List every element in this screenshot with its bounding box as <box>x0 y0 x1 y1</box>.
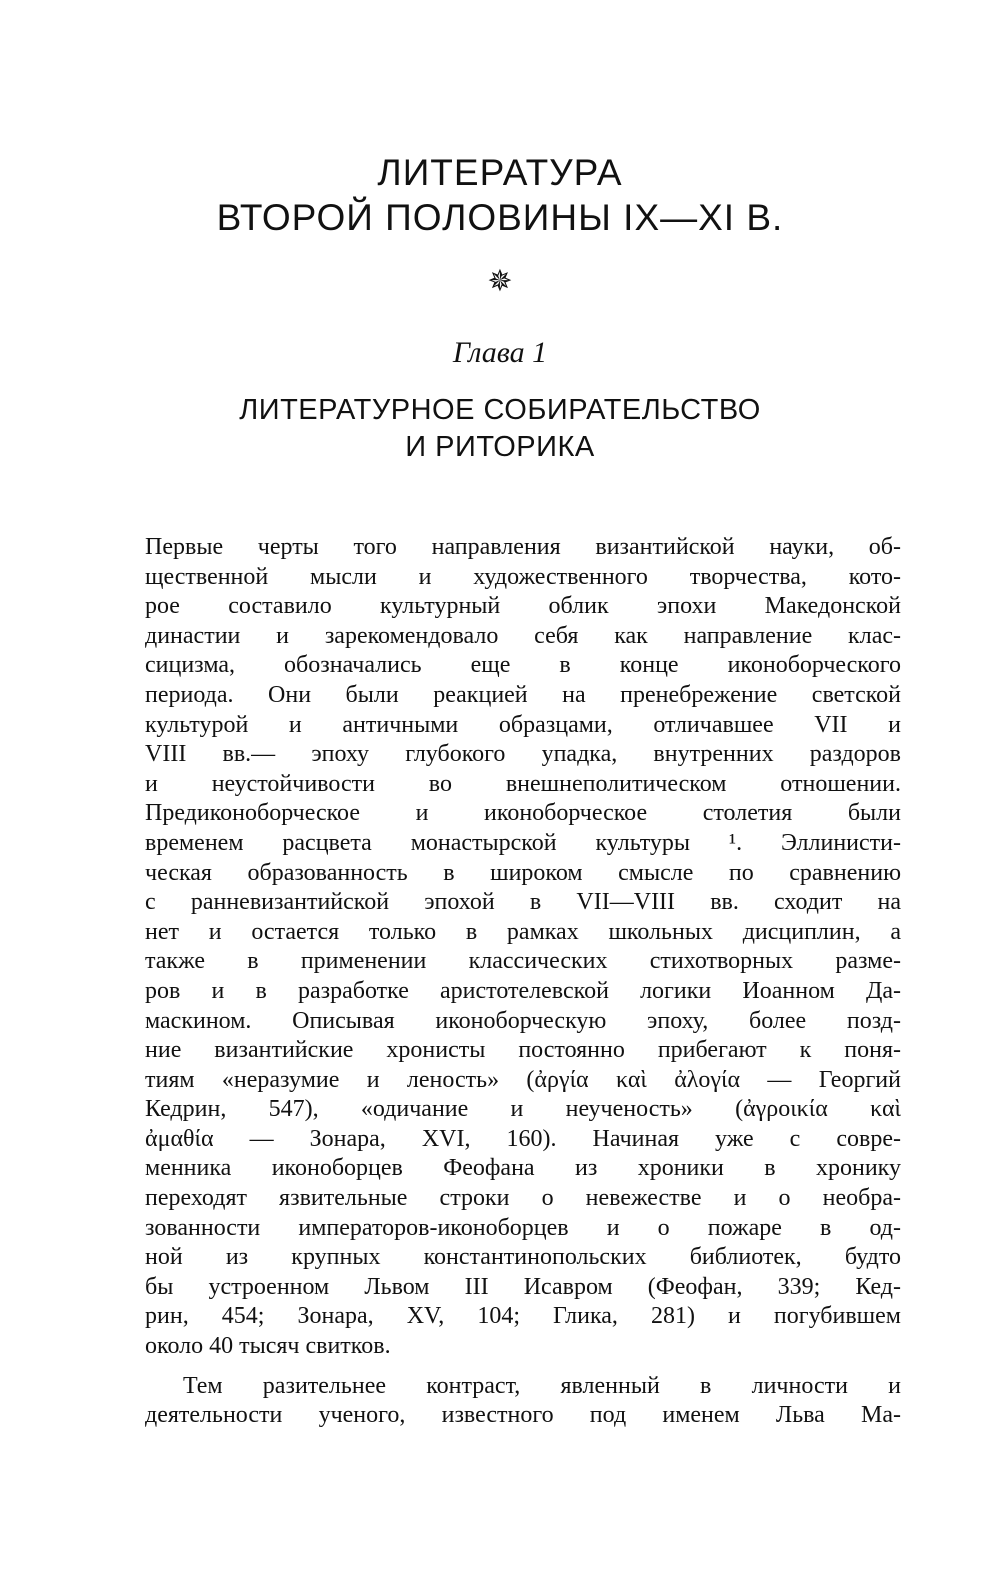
text-line: сицизма, обозначались еще в конце иконоборческого <box>145 652 901 679</box>
text-line: и неустойчивости во внешнеполитическом отношении. <box>145 770 901 797</box>
paragraph-gap <box>145 1362 901 1372</box>
body-text <box>145 533 901 1431</box>
text-line: также в применении классических стихотворных разме- <box>145 948 901 975</box>
chapter-title-line: ЛИТЕРАТУРНОЕ СОБИРАТЕЛЬСТВО <box>239 394 761 426</box>
text-line: рин, 454; Зонара, XV, 104; Глика, 281) и погубившем <box>145 1303 901 1330</box>
text-line: бы устроенном Львом III Исавром (Феофан, 339; Кед- <box>145 1273 901 1300</box>
text-line: менника иконоборцев Феофана из хроники в хронику <box>145 1155 901 1182</box>
text-line: Кедрин, 547), «одичание и неученость» (ἀγροικία καὶ <box>145 1096 901 1123</box>
text-line: периода. Они были реакцией на пренебрежение светской <box>145 681 901 708</box>
text-line: ров и в разработке аристотелевской логики Иоанном Да- <box>145 977 901 1004</box>
text-line: зованности императоров-иконоборцев и о пожаре в од- <box>145 1214 901 1241</box>
text-line: Предиконоборческое и иконоборческое столетия были <box>145 800 901 827</box>
part-title-line: ЛИТЕРАТУРА <box>377 152 623 193</box>
part-title-line: ВТОРОЙ ПОЛОВИНЫ IX—XI В. <box>216 197 784 238</box>
chapter-title-line: И РИТОРИКА <box>405 431 595 463</box>
text-line: ἀμαθία — Зонара, XVI, 160). Начиная уже с совре- <box>145 1125 901 1152</box>
text-line: с ранневизантийской эпохой в VII—VIII вв. сходит на <box>145 889 901 916</box>
text-line: временем расцвета монастырской культуры ¹. Эллинисти- <box>145 829 901 856</box>
text-line: деятельности ученого, известного под именем Льва Ма- <box>145 1402 901 1429</box>
text-line: тиям «неразумие и леность» (ἀργία καὶ ἀλογία — Георгий <box>145 1066 901 1093</box>
text-line: ние византийские хронисты постоянно прибегают к поня- <box>145 1037 901 1064</box>
paragraph-1 <box>145 533 901 1362</box>
text-line: Тем разительнее контраст, явленный в личности и <box>183 1372 901 1399</box>
paragraph-2 <box>145 1372 901 1431</box>
text-line: около 40 тысяч свитков. <box>145 1333 391 1360</box>
part-title <box>0 150 1000 240</box>
chapter-label: Глава 1 <box>452 336 548 369</box>
text-line: династии и зарекомендовало себя как направление клас- <box>145 622 901 649</box>
text-line: ческая образованность в широком смысле по сравнению <box>145 859 901 886</box>
text-line: Первые черты того направления византийской науки, об- <box>145 534 901 560</box>
star-ornament-icon: ✵ <box>487 264 513 299</box>
text-line: VIII вв.— эпоху глубокого упадка, внутренних раздоров <box>145 741 901 768</box>
text-line: рое составило культурный облик эпохи Македонской <box>145 593 901 620</box>
text-line: культурой и античными образцами, отличавшее VII и <box>145 711 901 738</box>
text-line: переходят язвительные строки о невежестве и о необра- <box>145 1185 901 1212</box>
text-line: щественной мысли и художественного творчества, кото- <box>145 563 901 590</box>
text-line: нет и остается только в рамках школьных дисциплин, а <box>145 918 901 945</box>
text-line: ной из крупных константинопольских библиотек, будто <box>145 1244 901 1271</box>
text-line: маскином. Описывая иконоборческую эпоху, более позд- <box>145 1007 901 1034</box>
chapter-title <box>0 392 1000 466</box>
